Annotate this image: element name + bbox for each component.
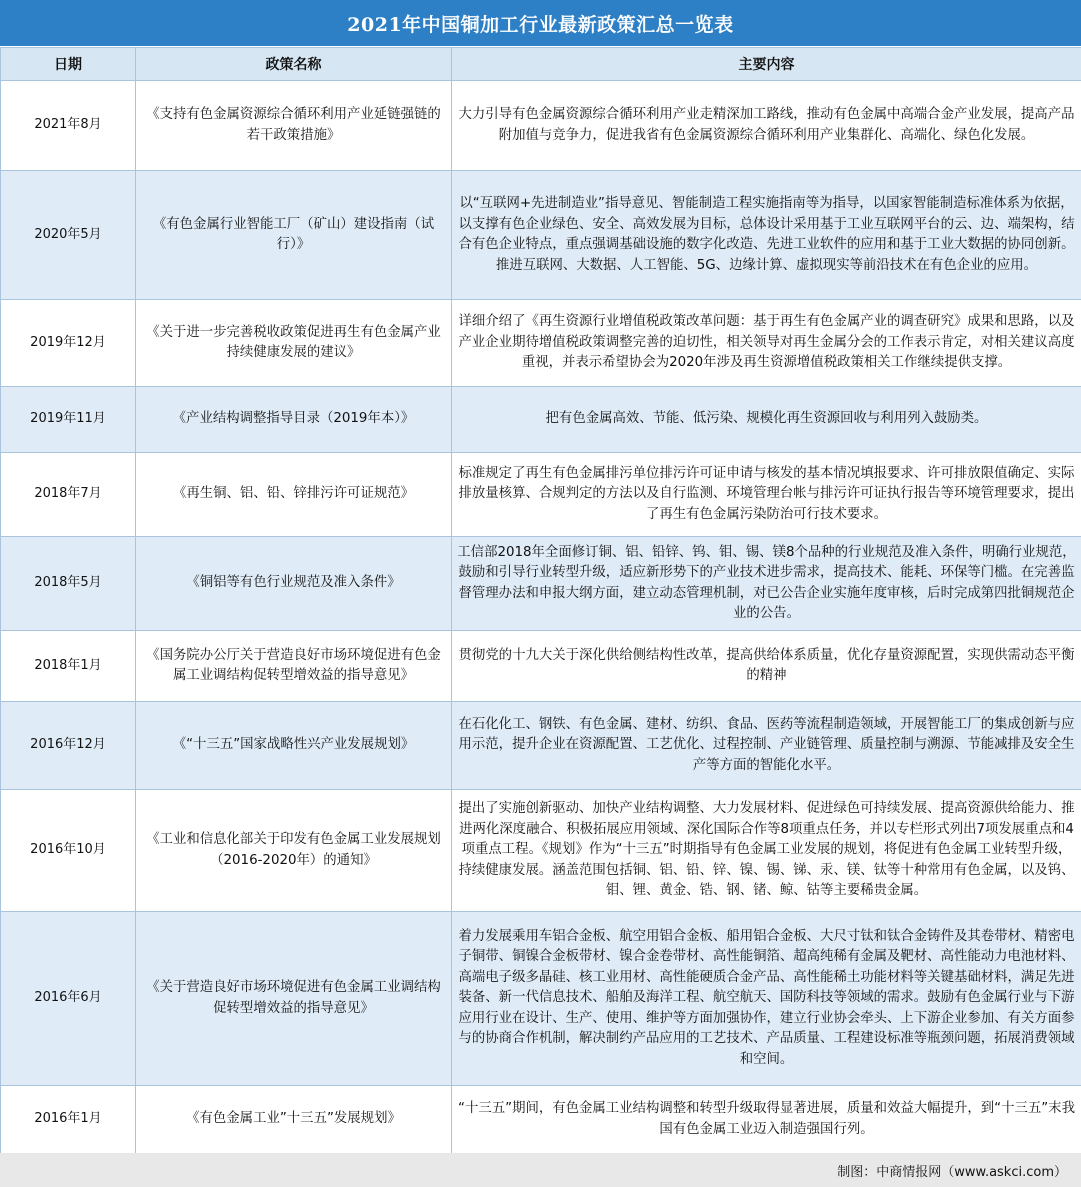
row-policy-name: 《关于营造良好市场环境促进有色金属工业调结构促转型增效益的指导意见》 [136, 912, 452, 1086]
table-row [1, 300, 1081, 387]
row-policy-name: 《关于进一步完善税收政策促进再生有色金属产业持续健康发展的建议》 [136, 300, 452, 387]
row-date: 2018年5月 [1, 537, 136, 631]
header-row [1, 48, 1081, 81]
row-policy-name: 《国务院办公厅关于营造良好市场环境促进有色金属工业调结构促转型增效益的指导意见》 [136, 631, 452, 702]
row-content: 工信部2018年全面修订铜、铝、铅锌、钨、钼、锡、镁8个品种的行业规范及准入条件，明确行业规范，鼓励和引导行业转型升级，适应新形势下的产业技术进步需求，提高技术、能耗、环保等门槛。在完善监督管理办法和申报大纲方面，建立动态管理机制，对已公告企业实施年度审核，后时完成第四批铜规范企业的公告。 [452, 537, 1081, 631]
row-content: 贯彻党的十九大关于深化供给侧结构性改革，提高供给体系质量，优化存量资源配置，实现供需动态平衡的精神 [452, 631, 1081, 702]
row-policy-name: 《工业和信息化部关于印发有色金属工业发展规划（2016-2020年）的通知》 [136, 790, 452, 912]
table-row [1, 171, 1081, 300]
row-date: 2016年10月 [1, 790, 136, 912]
header-date: 日期 [1, 48, 136, 81]
header-content: 主要内容 [452, 48, 1081, 81]
row-policy-name: 《有色金属工业”十三五”发展规划》 [136, 1086, 452, 1154]
header-policy-name: 政策名称 [136, 48, 452, 81]
row-content: 着力发展乘用车铝合金板、航空用铝合金板、船用铝合金板、大尺寸钛和钛合金铸件及其卷带材、精密电子铜带、铜镍合金板带材、镍合金卷带材、高性能铜箔、超高纯稀有金属及靶材、高性能动力电池材料、高端电子级多晶硅、核工业用材、高性能硬质合金产品、高性能稀土功能材料等关键基础材料，满足先进装备、新一代信息技术、船舶及海洋工程、航空航天、国防科技等领域的需求。鼓励有色金属行业与下游应用行业在设计、生产、使用、维护等方面加强协作，建立行业协会牵头、上下游企业参加、有关方面参与的协商合作机制，解决制约产品应用的工艺技术、产品质量、工程建设标准等瓶颈问题，拓展消费领域和空间。 [452, 912, 1081, 1086]
table-row [1, 1086, 1081, 1154]
row-date: 2020年5月 [1, 171, 136, 300]
row-policy-name: 《再生铜、铝、铅、锌排污许可证规范》 [136, 453, 452, 537]
table-row [1, 81, 1081, 171]
table-title: 2021年中国铜加工行业最新政策汇总一览表 [0, 0, 1081, 46]
row-content: 详细介绍了《再生资源行业增值税政策改革问题：基于再生有色金属产业的调查研究》成果和思路，以及产业企业期待增值税政策调整完善的迫切性，相关领导对再生金属分会的工作表示肯定，对相关建议高度重视，并表示希望协会为2020年涉及再生资源增值税政策相关工作继续提供支撑。 [452, 300, 1081, 387]
row-date: 2019年11月 [1, 387, 136, 453]
row-content: “十三五”期间，有色金属工业结构调整和转型升级取得显著进展，质量和效益大幅提升，到“十三五”末我国有色金属工业迈入制造强国行列。 [452, 1086, 1081, 1154]
row-content: 提出了实施创新驱动、加快产业结构调整、大力发展材料、促进绿色可持续发展、提高资源供给能力、推进两化深度融合、积极拓展应用领域、深化国际合作等8项重点任务，并以专栏形式列出7项发展重点和4项重点工程。《规划》作为“十三五”时期指导有色金属工业发展的规划，将促进有色金属工业转型升级，持续健康发展。涵盖范围包括铜、铝、铅、锌、镍、锡、锑、汞、镁、钛等十种常用有色金属，以及钨、钼、锂、黄金、锆、钢、锗、鲸、钴等主要稀贵金属。 [452, 790, 1081, 912]
row-content: 把有色金属高效、节能、低污染、规模化再生资源回收与利用列入鼓励类。 [452, 387, 1081, 453]
row-policy-name: 《支持有色金属资源综合循环利用产业延链强链的若干政策措施》 [136, 81, 452, 171]
row-date: 2016年1月 [1, 1086, 136, 1154]
row-date: 2016年12月 [1, 702, 136, 790]
table-row [1, 912, 1081, 1086]
row-content: 在石化化工、钢铁、有色金属、建材、纺织、食品、医药等流程制造领域，开展智能工厂的集成创新与应用示范，提升企业在资源配置、工艺优化、过程控制、产业链管理、质量控制与溯源、节能减排及安全生产等方面的智能化水平。 [452, 702, 1081, 790]
row-content: 以“互联网+先进制造业”指导意见、智能制造工程实施指南等为指导，以国家智能制造标准体系为依据，以支撑有色企业绿色、安全、高效发展为目标，总体设计采用基于工业互联网平台的云、边、端架构，结合有色企业特点，重点强调基础设施的数字化改造、先进工业软件的应用和基于工业大数据的协同创新。推进互联网、大数据、人工智能、5G、边缘计算、虚拟现实等前沿技术在有色企业的应用。 [452, 171, 1081, 300]
row-policy-name: 《铜铝等有色行业规范及准入条件》 [136, 537, 452, 631]
policy-table [0, 47, 1081, 1154]
table-row [1, 790, 1081, 912]
table-row [1, 387, 1081, 453]
table-row [1, 631, 1081, 702]
row-policy-name: 《“十三五”国家战略性兴产业发展规划》 [136, 702, 452, 790]
row-content: 大力引导有色金属资源综合循环利用产业走精深加工路线，推动有色金属中高端合金产业发展，提高产品附加值与竞争力，促进我省有色金属资源综合循环利用产业集群化、高端化、绿色化发展。 [452, 81, 1081, 171]
row-date: 2019年12月 [1, 300, 136, 387]
row-date: 2018年1月 [1, 631, 136, 702]
row-date: 2016年6月 [1, 912, 136, 1086]
source-footer [0, 1153, 1081, 1187]
source-credit: 制图：中商情报网（www.askci.com） [837, 1164, 1067, 1180]
row-date: 2021年8月 [1, 81, 136, 171]
row-content: 标准规定了再生有色金属排污单位排污许可证申请与核发的基本情况填报要求、许可排放限值确定、实际排放量核算、合规判定的方法以及自行监测、环境管理台帐与排污许可证执行报告等环境管理要求，提出了再生有色金属污染防治可行技术要求。 [452, 453, 1081, 537]
row-policy-name: 《产业结构调整指导目录（2019年本）》 [136, 387, 452, 453]
row-date: 2018年7月 [1, 453, 136, 537]
table-row [1, 537, 1081, 631]
table-row [1, 453, 1081, 537]
row-policy-name: 《有色金属行业智能工厂（矿山）建设指南（试行）》 [136, 171, 452, 300]
table-row [1, 702, 1081, 790]
